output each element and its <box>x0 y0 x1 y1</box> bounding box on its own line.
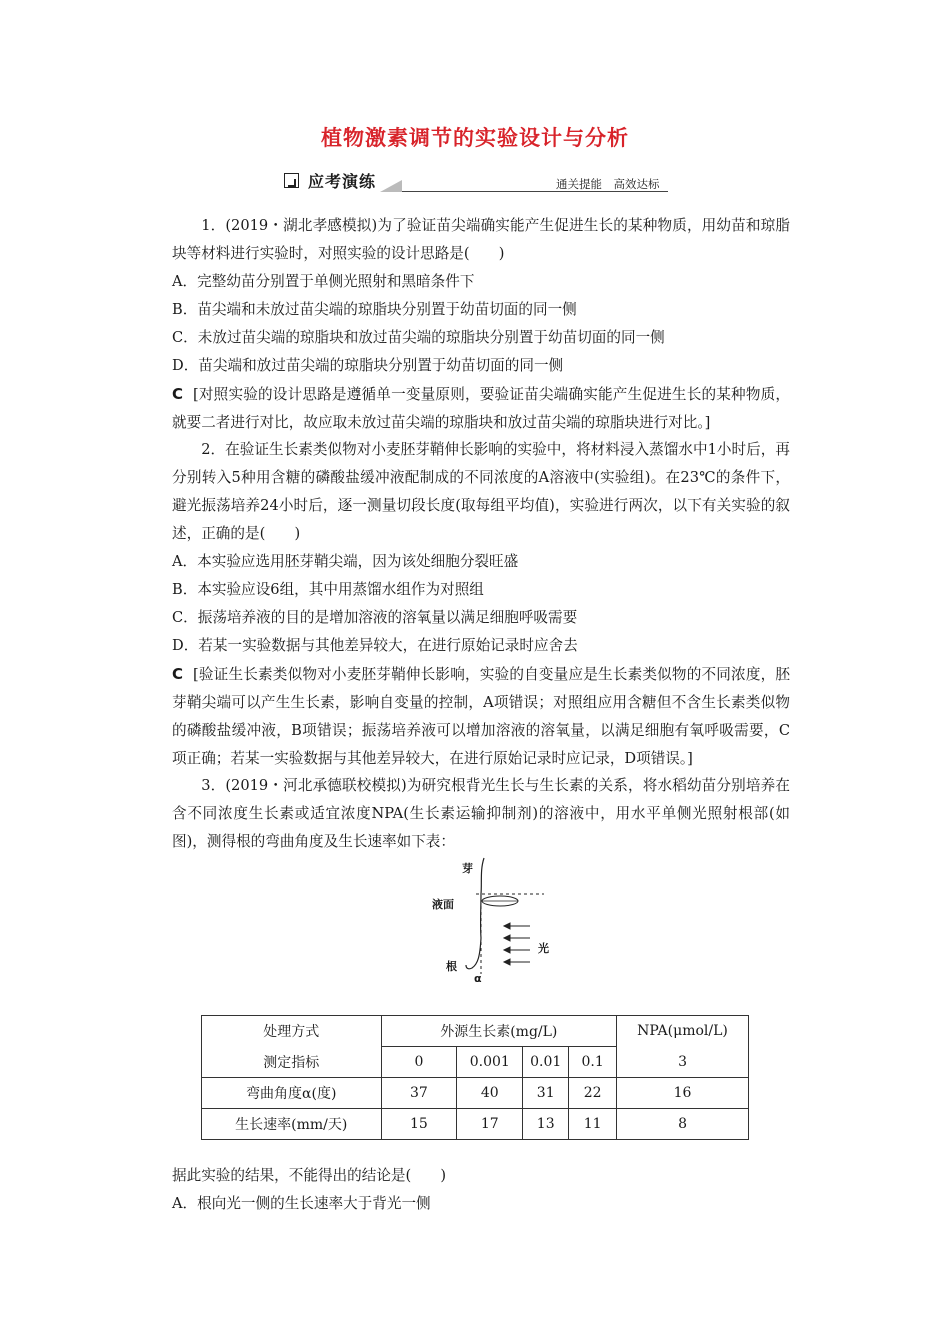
table-cell: 40 <box>457 1078 523 1109</box>
page-title: 植物激素调节的实验设计与分析 <box>321 126 629 150</box>
root-curve <box>466 938 481 969</box>
table-row <box>202 1078 749 1109</box>
label-bud: 芽 <box>462 862 473 875</box>
q3-question: 据此实验的结果，不能得出的结论是( ) <box>172 1167 447 1184</box>
label-root: 根 <box>446 960 457 973</box>
q1-option-c: C．未放过苗尖端的琼脂块和放过苗尖端的琼脂块分别置于幼苗切面的同一侧 <box>172 329 665 346</box>
header-auxin: 外源生长素(mg/L) <box>381 1016 617 1047</box>
table-cell: 15 <box>381 1109 457 1140</box>
q2-option-b: B．本实验应设6组，其中用蒸馏水组作为对照组 <box>172 581 484 598</box>
conc-cell: 0.1 <box>569 1047 617 1078</box>
section-banner <box>282 172 668 194</box>
table-header-row-1 <box>202 1016 749 1047</box>
header-index: 测定指标 <box>202 1047 382 1078</box>
q2-explanation: [验证生长素类似物对小麦胚芽鞘伸长影响，实验的自变量应是生长素类似物的不同浓度，胚芽鞘尖端可以产生生长素，影响自变量的控制，A项错误；对照组应用含糖但不含生长素类似物的磷酸盐缓冲液，B项错误；振荡培养液可以增加溶液的溶氧量，以满足细胞有氧呼吸需要，C项正确；若某一实验数据与其他差异较大，在进行原始记录时应记录，D项错误。] <box>172 666 790 767</box>
conc-cell: 0.01 <box>523 1047 569 1078</box>
q3-option-a: A．根向光一侧的生长速率大于背光一侧 <box>172 1195 431 1212</box>
table-cell: 11 <box>569 1109 617 1140</box>
table-cell: 17 <box>457 1109 523 1140</box>
root-light-diagram <box>420 856 600 986</box>
q2-answer: C <box>172 665 184 683</box>
conc-cell: 0.001 <box>457 1047 523 1078</box>
row-label: 生长速率(mm/天) <box>202 1109 382 1140</box>
banner-label: 应考演练 <box>308 172 377 191</box>
q2-answer-block <box>172 660 790 773</box>
table-cell: 16 <box>617 1078 749 1109</box>
banner-subtitle: 通关提能 高效达标 <box>556 177 660 191</box>
header-treatment: 处理方式 <box>202 1016 382 1047</box>
q1-answer: C <box>172 385 184 403</box>
label-light: 光 <box>538 942 549 955</box>
shoot-line <box>481 858 484 894</box>
results-table <box>201 1015 749 1140</box>
q1-option-b: B．苗尖端和未放过苗尖端的琼脂块分别置于幼苗切面的同一侧 <box>172 301 577 318</box>
header-npa: NPA(μmol/L) <box>617 1016 749 1047</box>
label-liquid-surface: 液面 <box>432 898 454 911</box>
table-cell: 8 <box>617 1109 749 1140</box>
light-arrows <box>504 923 530 965</box>
conc-cell: 3 <box>617 1047 749 1078</box>
q1-option-d: D．苗尖端和放过苗尖端的琼脂块分别置于幼苗切面的同一侧 <box>172 357 564 374</box>
q2-option-d: D．若某一实验数据与其他差异较大，在进行原始记录时应舍去 <box>172 637 578 654</box>
q1-stem: 1．(2019・湖北孝感模拟)为了验证苗尖端确实能产生促进生长的某种物质，用幼苗和琼脂块等材料进行实验时，对照实验的设计思路是( ) <box>172 217 790 262</box>
q2-option-c: C．振荡培养液的目的是增加溶液的溶氧量以满足细胞呼吸需要 <box>172 609 578 626</box>
label-alpha: α <box>474 972 482 985</box>
q3-stem: 3．(2019・河北承德联校模拟)为研究根背光生长与生长素的关系，将水稻幼苗分别培养在含不同浓度生长素或适宜浓度NPA(生长素运输抑制剂)的溶液中，用水平单侧光照射根部(如图)，测得根的弯曲角度及生长速率如下表： <box>172 777 790 850</box>
table-header-row-2 <box>202 1047 749 1078</box>
table-cell: 31 <box>523 1078 569 1109</box>
table-cell: 22 <box>569 1078 617 1109</box>
table-cell: 13 <box>523 1109 569 1140</box>
q2-option-a: A．本实验应选用胚芽鞘尖端，因为该处细胞分裂旺盛 <box>172 553 519 570</box>
q2-stem: 2．在验证生长素类似物对小麦胚芽鞘伸长影响的实验中，将材料浸入蒸馏水中1小时后，再分别转入5种用含糖的磷酸盐缓冲液配制成的不同浓度的A溶液中(实验组)。在23℃的条件下，避光振荡培养24小时后，逐一测量切段长度(取每组平均值)，实验进行两次，以下有关实验的叙述，正确的是( ) <box>172 441 790 542</box>
checkbox-icon <box>284 173 299 188</box>
conc-cell: 0 <box>381 1047 457 1078</box>
table-row <box>202 1109 749 1140</box>
table-cell: 37 <box>381 1078 457 1109</box>
q1-option-a: A．完整幼苗分别置于单侧光照射和黑暗条件下 <box>172 273 475 290</box>
q1-explanation: [对照实验的设计思路是遵循单一变量原则，要验证苗尖端确实能产生促进生长的某种物质，就要二者进行对比，故应取未放过苗尖端的琼脂块和放过苗尖端的琼脂块进行对比。] <box>172 386 790 431</box>
row-label: 弯曲角度α(度) <box>202 1078 382 1109</box>
banner-decoration <box>380 180 402 192</box>
q1-answer-block <box>172 380 790 437</box>
